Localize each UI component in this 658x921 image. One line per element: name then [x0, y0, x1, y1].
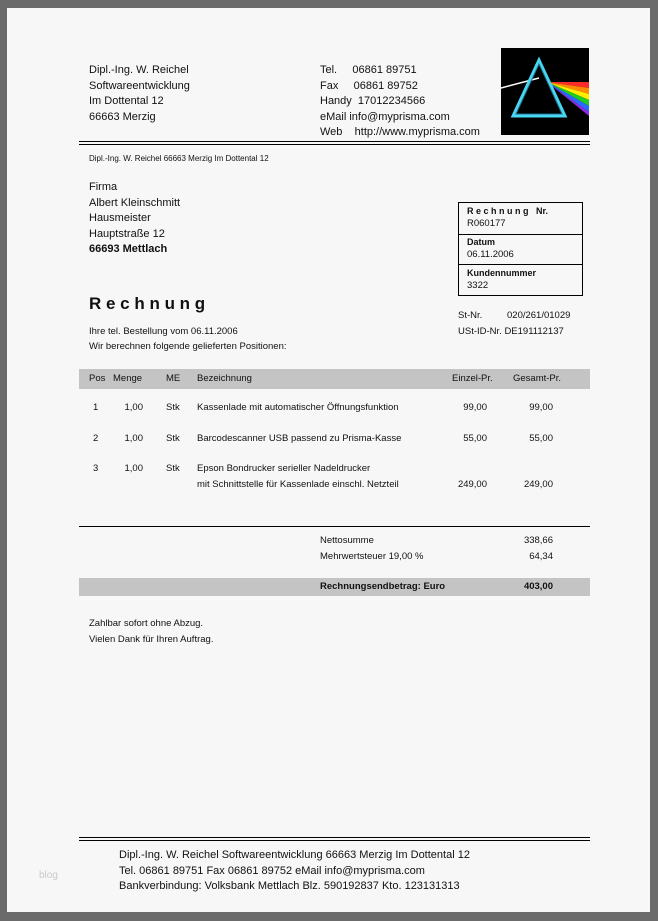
footer-line3: Bankverbindung: Volksbank Mettlach Blz. 590192837 Kto. 123131313: [119, 880, 460, 892]
row-me: Stk: [166, 463, 180, 474]
row-me: Stk: [166, 402, 180, 413]
date-cell: [459, 234, 582, 265]
sender-block: [89, 63, 190, 125]
col-bezeichnung: Bezeichnung: [197, 373, 252, 384]
customer-number: 3322: [467, 280, 489, 291]
footer-line2: Tel. 06861 89751 Fax 06861 89752 eMail info@myprisma.com: [119, 864, 425, 877]
col-gesamt: Gesamt-Pr.: [513, 373, 562, 384]
sender-street: Im Dottental 12: [89, 95, 164, 107]
tax-number: 020/261/01029: [507, 310, 571, 321]
intro-order: Ihre tel. Bestellung vom 06.11.2006: [89, 326, 238, 337]
row-einzel: 55,00: [463, 433, 487, 444]
contact-web: Web http://www.myprisma.com: [320, 126, 480, 138]
tax-number-label: St-Nr.: [458, 310, 483, 321]
invoice-number-label: R e c h n u n g Nr.: [467, 206, 549, 216]
recipient-block: [89, 180, 180, 258]
footer-rule-bottom: [79, 840, 590, 841]
col-pos: Pos: [89, 373, 106, 384]
footer-line1: Dipl.-Ing. W. Reichel Softwareentwicklung 66663 Merzig Im Dottental 12: [119, 849, 470, 861]
total-bar: [79, 578, 590, 596]
col-me: ME: [166, 373, 181, 384]
row-bezeichnung: Epson Bondrucker serieller Nadeldrucker: [197, 463, 371, 474]
row-einzel: 99,00: [463, 402, 487, 413]
watermark: blog: [39, 870, 58, 881]
row-me: Stk: [166, 433, 180, 444]
row-menge: 1,00: [124, 402, 143, 413]
footer-block: [119, 848, 470, 895]
row-pos: 1: [93, 402, 99, 413]
net-sum-label: Nettosumme: [320, 535, 374, 546]
customer-cell: [459, 265, 582, 295]
total-amount: 403,00: [523, 581, 553, 592]
row-gesamt: 249,00: [523, 479, 553, 490]
sender-company: Softwareentwicklung: [89, 79, 190, 92]
net-sum: 338,66: [523, 535, 553, 546]
contact-tel: Tel. 06861 89751: [320, 64, 417, 76]
row-einzel: 249,00: [457, 479, 487, 490]
row-gesamt: 99,00: [529, 402, 553, 413]
row-bezeichnung: Barcodescanner USB passend zu Prisma-Kasse: [197, 433, 402, 444]
invoice-number-cell: [459, 203, 582, 235]
row-menge: 1,00: [124, 463, 143, 474]
vat-id: USt-ID-Nr. DE191112137: [458, 326, 564, 337]
intro-positions: Wir berechnen folgende gelieferten Positionen:: [89, 341, 287, 352]
vat-label: Mehrwertsteuer 19,00 %: [320, 551, 424, 562]
row-bezeichnung: Kassenlade mit automatischer Öffnungsfunktion: [197, 402, 399, 413]
payment-terms: Zahlbar sofort ohne Abzug.: [89, 618, 204, 629]
row-pos: 3: [93, 463, 99, 474]
sender-city: 66663 Merzig: [89, 110, 156, 123]
thanks-note: Vielen Dank für Ihren Auftrag.: [89, 634, 214, 645]
total-label: Rechnungsendbetrag: Euro: [320, 581, 446, 592]
invoice-number: R060177: [467, 218, 506, 229]
recipient-line1: Firma: [89, 181, 118, 193]
vat-amount: 64,34: [529, 551, 553, 562]
contact-block: [320, 63, 480, 141]
header-rule-bottom: [79, 144, 590, 145]
sender-name: Dipl.-Ing. W. Reichel: [89, 64, 189, 76]
col-einzel: Einzel-Pr.: [452, 373, 493, 384]
row-menge: 1,00: [124, 433, 143, 444]
header-rule-top: [79, 141, 590, 142]
invoice-page: [7, 8, 650, 912]
table-end-rule: [79, 526, 590, 527]
recipient-city: 66693 Mettlach: [89, 243, 168, 255]
customer-number-label: Kundennummer: [467, 268, 537, 278]
invoice-date: 06.11.2006: [467, 249, 514, 260]
return-address: Dipl.-Ing. W. Reichel 66663 Merzig Im Dottental 12: [89, 154, 269, 163]
contact-fax: Fax 06861 89752: [320, 79, 418, 92]
recipient-line2: Albert Kleinschmitt: [89, 196, 181, 209]
col-menge: Menge: [113, 373, 143, 384]
document-title: R e c h n u n g: [89, 294, 206, 313]
footer-rule-top: [79, 837, 590, 838]
row-gesamt: 55,00: [529, 433, 553, 444]
contact-email: eMail info@myprisma.com: [320, 110, 450, 123]
recipient-line4: Hauptstraße 12: [89, 227, 165, 240]
row-pos: 2: [93, 433, 99, 444]
invoice-info-box: [458, 202, 583, 296]
contact-handy: Handy 17012234566: [320, 95, 426, 107]
row-bezeichnung-line2: mit Schnittstelle für Kassenlade einschl. Netzteil: [197, 479, 399, 490]
date-label: Datum: [467, 237, 496, 247]
table-header: [79, 369, 590, 389]
recipient-line3: Hausmeister: [89, 212, 151, 224]
prism-logo: [501, 48, 589, 135]
